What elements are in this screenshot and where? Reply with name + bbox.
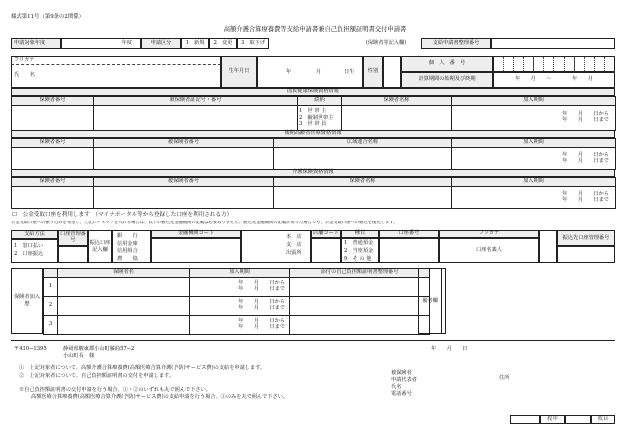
footer-note-1: ※自己負担額証明書の交付申請を行う場合、①・②のいずれも丸で囲んで下さい。 [19, 387, 211, 393]
ltc-period-field[interactable] [452, 187, 616, 209]
transfer-label: 振込口座記入欄 [88, 230, 112, 263]
target-code-label: 振込先口座管理番号 [557, 230, 615, 246]
history-header-insurer: 保険者名 [58, 269, 190, 278]
option-change[interactable]: 2 変更 [209, 38, 237, 49]
mynumber-field[interactable] [493, 56, 615, 72]
history-insurer-field[interactable] [58, 316, 190, 335]
period-to-label: 年 月 日まで [562, 117, 609, 123]
history-row-number: 1 [44, 278, 58, 297]
relation-head: 1 世 帯 主 [299, 107, 327, 114]
bank-block [11, 230, 615, 263]
inst-shinkin: 信用金庫 [117, 240, 138, 247]
method-transfer: 2 口座振込 [14, 250, 44, 257]
branch-branch: 支 店 [286, 242, 302, 249]
inst-kumiai: 信用組合 [117, 248, 138, 255]
bank-note: 公金受取口座への振り込みを希望し、上記にチェックを入れる場合は、以下の振込先金融機関の記載は必要ありません。振込先金融機関の記載があった場合でも、公金受取口座への振込を優先します。 [11, 221, 398, 225]
page-current-field[interactable] [565, 415, 591, 424]
elderly-insured-no-field[interactable] [94, 148, 274, 170]
target-code-field[interactable] [557, 246, 615, 263]
nhi-header-period: 加入期間 [452, 97, 616, 106]
ltc-header-insurer-no: 保険者番号 [12, 178, 94, 187]
ltc-title: 介護保険資格情報 [11, 169, 615, 177]
institution-name-field[interactable] [151, 238, 241, 263]
public-account-checkbox[interactable]: ☐ 公金受取口座を利用します （マイナポータル等から登録した口座を利用される方） [12, 212, 233, 218]
option-withdraw[interactable]: 3 取下げ [237, 38, 269, 49]
history-row-number: 2 [44, 297, 58, 316]
elderly-header-insurer-no: 保険者番号 [12, 139, 94, 148]
applicant-insured: 被保険者 [391, 370, 412, 376]
ltc-insurer-no-field[interactable] [12, 187, 94, 209]
history-header-cert: 添付の自己負担額証明書整理番号 [290, 269, 430, 278]
person-block [11, 56, 615, 88]
declaration-1: ① 上記対象者について、高額介護合算療養費(高額医療合算介護(予防)サービス費)の支給を申請します。 [19, 365, 266, 371]
nhi-header-relation: 続柄 [298, 97, 342, 106]
postal-code: 〒410−1395 [14, 346, 47, 352]
institution-code-label: 金融機関コード [151, 230, 241, 238]
account-type-options[interactable] [341, 238, 379, 263]
mayor-addressee: 小山町長 様 [63, 353, 95, 359]
period-to-label: 年 月 日まで [562, 196, 609, 203]
elderly-title: 後期高齢者医療資格情報 [11, 130, 615, 138]
nhi-insurer-no-field[interactable] [12, 106, 94, 131]
name-label: 氏 名 [14, 72, 35, 79]
history-insurer-field[interactable] [58, 278, 190, 297]
elderly-table [11, 138, 616, 170]
branch-office: 出張所 [286, 250, 302, 257]
type-checking: 2 当座預金 [344, 247, 374, 254]
holder-furigana-label: フリガナ [439, 230, 539, 238]
branch-code-col: 店舗コード [311, 230, 341, 238]
elderly-header-union-name: 広域連合名称 [274, 139, 452, 148]
period-from-label: 年 月 日から [238, 318, 285, 325]
period-to-label: 年 月 日まで [238, 324, 285, 330]
dob-month: 月 [316, 69, 322, 75]
furigana-field[interactable] [11, 56, 221, 65]
history-insurer-field[interactable] [58, 297, 190, 316]
period-from-label: 年 月 日から [238, 299, 285, 306]
type-savings: 1 普通預金 [344, 240, 374, 246]
branch-code-input[interactable] [311, 238, 341, 263]
fiscal-year-label: 申請対象年度 [11, 38, 61, 49]
applicant-representative: 申請代表者 [391, 377, 417, 384]
period-label: 計算期間の始期及び終期 [401, 72, 493, 88]
reference-field[interactable] [491, 38, 615, 49]
declaration-2: ② 上記対象者について、自己負担額証明書の交付を申請します。 [19, 373, 175, 379]
relation-deemed: 2 擬制世帯主 [299, 114, 334, 121]
history-period-field[interactable] [190, 278, 290, 297]
application-date: 年 月 日 [431, 346, 468, 352]
ltc-insurer-name-field[interactable] [274, 187, 452, 209]
nhi-period-field[interactable] [452, 106, 616, 131]
period-field[interactable]: 年 月 ～ 年 月 [493, 72, 615, 88]
reference-label: 支給申請書整理番号 [421, 38, 491, 49]
method-cash: 1 窓口払い [14, 243, 44, 249]
nhi-header-insurer-name: 保険者名称 [342, 97, 452, 106]
nhi-relation-options[interactable] [298, 106, 342, 131]
period-from-label: 年 月 日から [562, 111, 609, 118]
period-from-label: 年 月 日から [562, 151, 609, 158]
office-address: 静岡県駿東郡小山町藤曲57−2 [63, 346, 135, 352]
name-field[interactable] [11, 65, 221, 88]
history-block [11, 268, 446, 334]
branch-code-label: 口座管理番号 [58, 230, 88, 246]
period-to-label: 年 月 日まで [238, 305, 285, 311]
applicant-phone: 電話番号 [391, 391, 412, 398]
elderly-header-insured-no: 被保険者番号 [94, 139, 274, 148]
elderly-insurer-no-field[interactable] [12, 148, 94, 170]
option-new[interactable]: 1 新規 [181, 38, 209, 49]
inst-bank: 銀 行 [117, 233, 138, 239]
top-row [11, 38, 615, 49]
page-total-label: 枚中 [540, 415, 565, 424]
ltc-table [11, 177, 616, 209]
period-to-label: 年 月 日まで [238, 286, 285, 292]
period-to-label: 年 月 日まで [562, 157, 609, 164]
ltc-header-insurer-name: 保険者名称 [274, 178, 452, 187]
footer-block [11, 340, 615, 412]
history-cert-field[interactable] [290, 297, 430, 316]
remarks-field[interactable] [442, 268, 446, 334]
holder-extra-field[interactable] [539, 230, 557, 263]
period-from-label: 年 月 日から [562, 190, 609, 197]
history-table [43, 268, 430, 335]
elderly-header-period: 加入期間 [452, 139, 616, 148]
branch-code-field[interactable] [58, 246, 88, 263]
insurer-note: (保険者等記入欄) [365, 39, 407, 46]
ltc-header-period: 加入期間 [452, 178, 616, 187]
holder-label: 口座名義人 [476, 246, 502, 253]
ltc-header-insured-no: 被保険者番号 [94, 178, 274, 187]
branch-type[interactable] [241, 230, 311, 263]
period-from-label: 年 月 日から [238, 280, 285, 287]
holder-field[interactable] [439, 238, 539, 263]
method-label: 支給方法 [11, 230, 58, 239]
account-number-label: 口座番号 [379, 230, 439, 238]
page-current-label: 枚目 [591, 415, 615, 424]
history-cert-field[interactable] [290, 278, 430, 297]
mynumber-label: 個 人 番 号 [401, 56, 493, 72]
institution-type[interactable] [112, 230, 151, 263]
nhi-card-no-field[interactable] [94, 106, 298, 131]
dob-day: 日生 [344, 69, 355, 75]
dob-year: 年 [286, 69, 292, 75]
applicant-address-label: 住所 [499, 375, 510, 381]
furigana-label: フリガナ [14, 56, 35, 63]
remarks-label: 備考欄 [418, 268, 442, 334]
sex-field[interactable] [383, 56, 401, 88]
elderly-period-field[interactable] [452, 148, 616, 170]
category-label: 申請区分 [141, 38, 181, 49]
history-side-label: 保険者加入歴 [11, 268, 43, 334]
dob-field[interactable] [257, 56, 363, 88]
account-number-field[interactable] [379, 238, 439, 263]
history-period-field[interactable] [190, 297, 290, 316]
nhi-insurer-name-field[interactable] [342, 106, 452, 131]
page-total-field[interactable] [510, 415, 540, 424]
ltc-insured-no-field[interactable] [94, 187, 274, 209]
dob-label: 生年月日 [221, 56, 257, 88]
sex-label: 性別 [363, 56, 383, 88]
history-cert-field[interactable] [290, 316, 430, 335]
history-row-number: 3 [44, 316, 58, 335]
inst-nokyo: 農 協 [117, 255, 138, 262]
nhi-header-insurer-no: 保険者番号 [12, 97, 94, 106]
method-options[interactable] [11, 239, 58, 263]
account-type-label: 種目 [341, 230, 379, 238]
relation-member: 3 世 帯 員 [299, 121, 327, 128]
history-period-field[interactable] [190, 316, 290, 335]
form-title: 高額介護合算療養費等支給申請書兼自己負担額証明書交付申請書 [223, 26, 407, 33]
nhi-table [11, 96, 616, 131]
history-header-period: 加入期間 [190, 269, 290, 278]
applicant-labels [391, 370, 417, 398]
footer-note-2: 高額医療合算療養費(高額医療合算介護(予防)サービス費)の支給申請を行う場合、①のみを丸で囲んで下さい。 [31, 394, 289, 400]
applicant-name: 氏名 [391, 384, 402, 391]
nhi-title: 国民健康保険資格情報 [11, 88, 615, 96]
type-other: 9 そ の 他 [344, 255, 372, 262]
branch-main: 本 店 [286, 234, 302, 240]
elderly-union-name-field[interactable] [274, 148, 452, 170]
form-number: 様式第11号（第9条の2関係） [11, 14, 85, 20]
fiscal-year-unit: 年度 [121, 39, 132, 46]
nhi-header-card-no: 被保険者証記号・番号 [94, 97, 298, 106]
fiscal-year-field[interactable] [61, 38, 141, 49]
